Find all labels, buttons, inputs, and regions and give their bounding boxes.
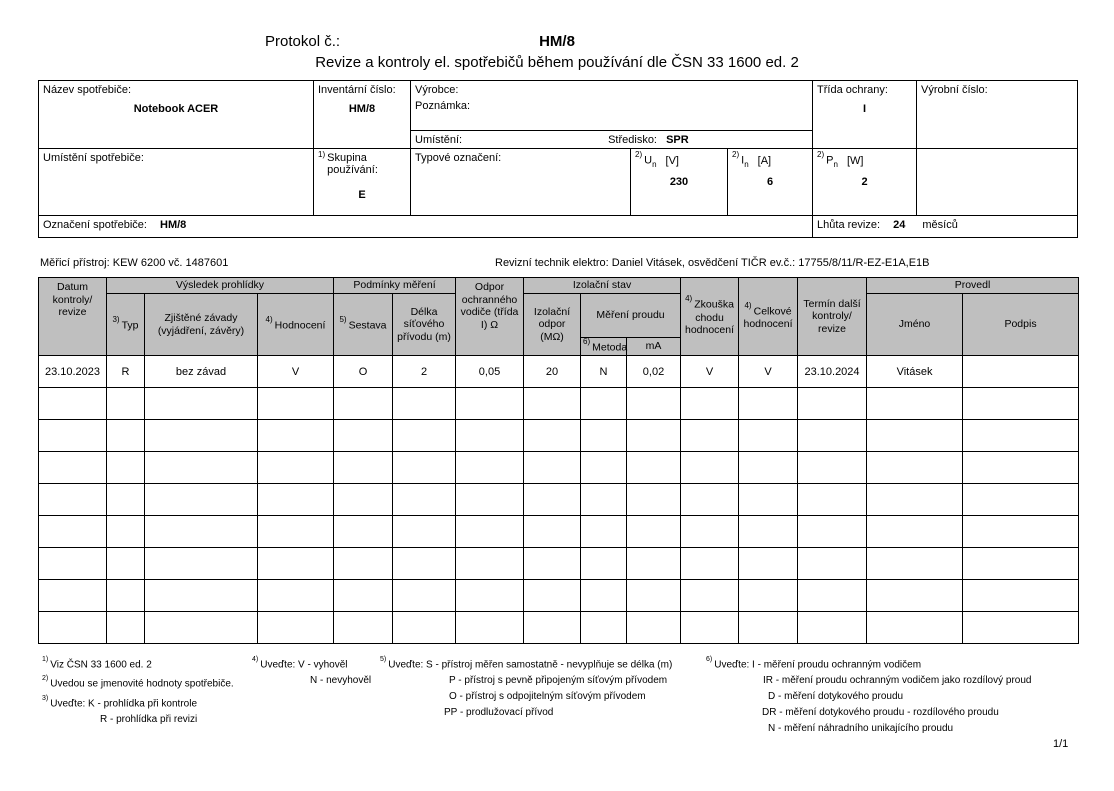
- empty-cell: [258, 580, 334, 612]
- empty-cell: [145, 484, 258, 516]
- footnote-marker: 3): [112, 315, 120, 324]
- main-table-body: [39, 356, 1079, 644]
- col-header-sestava: [334, 294, 393, 356]
- empty-cell: [581, 484, 627, 516]
- footnote-marker: 1): [318, 150, 326, 159]
- header-row-groups: [39, 278, 1079, 294]
- empty-cell: [258, 388, 334, 420]
- col-subgroup-mereni-proudu: Měření proudu: [581, 294, 681, 338]
- empty-cell: [393, 484, 456, 516]
- umisteni-row: [411, 130, 812, 148]
- typove-cell: [411, 149, 631, 216]
- empty-cell: [867, 612, 963, 644]
- col-header-datum: Datum kontroly/ revize: [39, 278, 107, 356]
- footnote-line: [252, 675, 377, 687]
- footnote-marker: 4): [744, 300, 752, 310]
- empty-cell: [867, 420, 963, 452]
- lhuta-value: 24: [893, 219, 906, 231]
- page-number: 1/1: [1053, 738, 1069, 750]
- empty-cell: [963, 484, 1079, 516]
- revision-technician: Revizní technik elektro: Daniel Vitásek, osvědčení TIČR ev.č.: 17755/8/11/R-EZ-E1A,E1B: [495, 257, 930, 269]
- empty-cell: [798, 580, 867, 612]
- un-value: 230: [669, 175, 689, 188]
- empty-cell: [334, 612, 393, 644]
- empty-cell: [456, 612, 524, 644]
- empty-cell: [627, 516, 681, 548]
- oznaceni-value: HM/8: [160, 219, 187, 231]
- empty-cell: [581, 612, 627, 644]
- empty-cell: [393, 388, 456, 420]
- empty-cell: [524, 516, 581, 548]
- table-row-empty: [39, 452, 1079, 484]
- footnote-marker: 4): [685, 294, 693, 304]
- empty-cell: [107, 452, 145, 484]
- cell-zkouska: V: [681, 356, 739, 388]
- empty-cell: [681, 484, 739, 516]
- footnote-text: Uvedou se jmenovité hodnoty spotřebiče.: [50, 678, 234, 690]
- empty-cell: [39, 516, 107, 548]
- footnote-line: [706, 675, 1091, 687]
- footnote-line: [380, 691, 705, 703]
- empty-cell: [524, 612, 581, 644]
- empty-cell: [107, 580, 145, 612]
- empty-cell: [581, 420, 627, 452]
- lhuta-unit: měsíců: [922, 219, 958, 231]
- table-row-empty: [39, 388, 1079, 420]
- footnote-marker: 3): [42, 694, 49, 702]
- empty-cell: [107, 484, 145, 516]
- footnote-line: [706, 691, 1091, 703]
- footnotes: [38, 656, 1094, 746]
- empty-cell: [334, 516, 393, 548]
- empty-cell: [798, 452, 867, 484]
- oznaceni-label: Označení spotřebiče:: [43, 219, 147, 231]
- footnote-line: [706, 656, 1091, 671]
- pn-label: [817, 152, 912, 169]
- footnote-text: D - měření dotykového proudu: [768, 691, 904, 703]
- col-group-izolacni: Izolační stav: [524, 278, 681, 294]
- col-header-celkove-label: Celkové hodnocení: [743, 305, 793, 330]
- empty-cell: [107, 388, 145, 420]
- empty-cell: [393, 516, 456, 548]
- un-label: [635, 152, 723, 169]
- empty-cell: [39, 612, 107, 644]
- table-row-empty: [39, 580, 1079, 612]
- col-header-metoda-label: Metoda: [592, 341, 628, 354]
- footnote-line: [252, 656, 377, 671]
- table-row-filled: [39, 356, 1079, 388]
- empty-cell: [963, 516, 1079, 548]
- info-row-2: [39, 149, 1078, 216]
- table-row-empty: [39, 420, 1079, 452]
- cell-datum: 23.10.2023: [39, 356, 107, 388]
- inventarni-label: Inventární číslo:: [318, 84, 396, 96]
- oznaceni-cell: [39, 216, 813, 238]
- table-row-empty: [39, 548, 1079, 580]
- empty-cell: [456, 452, 524, 484]
- empty-cell: [334, 420, 393, 452]
- inventarni-cell: [314, 81, 411, 149]
- lhuta-label: Lhůta revize:: [817, 219, 881, 231]
- empty-cell: [145, 388, 258, 420]
- empty-cell: [963, 548, 1079, 580]
- empty-cell: [739, 484, 798, 516]
- footnote-line: [42, 714, 252, 726]
- footnote-text: R - prohlídka při revizi: [100, 713, 198, 725]
- empty-cell: [681, 580, 739, 612]
- col-group-podminky: Podmínky měření: [334, 278, 456, 294]
- cell-izolacni-odpor: 20: [524, 356, 581, 388]
- empty-cell: [963, 388, 1079, 420]
- empty-cell: [393, 452, 456, 484]
- empty-cell: [627, 420, 681, 452]
- vyrobni-cell: [917, 81, 1078, 149]
- empty-cell: [627, 484, 681, 516]
- empty-cell: [334, 452, 393, 484]
- footnote-column-4: [706, 656, 1091, 739]
- trida-value: I: [863, 103, 867, 115]
- empty-cell: [627, 580, 681, 612]
- empty-cell: [798, 484, 867, 516]
- vyrobce-label: Výrobce:: [415, 84, 459, 96]
- vyrobce-cell: [411, 81, 813, 149]
- empty-cell: [963, 420, 1079, 452]
- cell-delka: 2: [393, 356, 456, 388]
- cell-typ: R: [107, 356, 145, 388]
- empty-cell: [581, 452, 627, 484]
- pn-cell: [813, 149, 917, 216]
- info-row-3: [39, 216, 1078, 238]
- empty-cell: [524, 484, 581, 516]
- un-cell: [631, 149, 728, 216]
- skupina-cell: [314, 149, 411, 216]
- in-value: 6: [766, 175, 774, 188]
- footnote-line: [42, 656, 252, 671]
- table-row-empty: [39, 612, 1079, 644]
- empty-cell: [524, 548, 581, 580]
- nazev-value: Notebook ACER: [133, 103, 219, 115]
- empty-cell: [627, 452, 681, 484]
- empty-cell: [107, 548, 145, 580]
- col-header-celkove: [739, 278, 798, 356]
- nazev-label: Název spotřebiče:: [43, 84, 132, 96]
- footnote-column-1: [42, 656, 252, 730]
- empty-cell: [145, 420, 258, 452]
- empty-cell: [334, 388, 393, 420]
- empty-cell: [393, 548, 456, 580]
- empty-cell: [258, 516, 334, 548]
- cell-sestava: O: [334, 356, 393, 388]
- stredisko-label: Středisko:: [608, 133, 657, 146]
- empty-cell: [524, 420, 581, 452]
- footnote-text: Uveďte: S - přístroj měřen samostatně - nevyplňuje se délka (m): [388, 659, 673, 671]
- col-group-provedl: Provedl: [867, 278, 1079, 294]
- inspection-table: [38, 277, 1079, 644]
- empty-cell: [145, 452, 258, 484]
- col-header-hodnoceni: [258, 294, 334, 356]
- footnote-marker: 5): [380, 656, 387, 663]
- empty-cell: [627, 548, 681, 580]
- col-header-zavady: Zjištěné závady (vyjádření, závěry): [145, 294, 258, 356]
- empty-cell: [739, 388, 798, 420]
- empty-cell: [524, 580, 581, 612]
- trida-cell: [813, 81, 917, 149]
- empty-cell: [107, 516, 145, 548]
- document-subtitle: Revize a kontroly el. spotřebičů během používání dle ČSN 33 1600 ed. 2: [315, 54, 799, 71]
- empty-cell: [393, 612, 456, 644]
- footnote-marker: 4): [265, 315, 273, 324]
- footnote-marker: 6): [706, 656, 713, 663]
- measuring-device: Měřicí přístroj: KEW 6200 vč. 1487601: [40, 257, 229, 269]
- empty-cell: [456, 580, 524, 612]
- empty-cell: [739, 516, 798, 548]
- info-line: [38, 257, 1078, 272]
- lhuta-cell: [813, 216, 1078, 238]
- empty-cell: [334, 484, 393, 516]
- empty-cell: [456, 548, 524, 580]
- skupina-label: Skupina používání:: [327, 152, 378, 176]
- cell-metoda: N: [581, 356, 627, 388]
- title-line: [0, 33, 1114, 52]
- vyrobce-top: [411, 81, 812, 130]
- footnote-text: Uveďte: K - prohlídka při kontrole: [50, 697, 198, 709]
- empty-cell: [145, 548, 258, 580]
- empty-cell: [393, 580, 456, 612]
- umisteni-spotrebice-cell: [39, 149, 314, 216]
- cell-celkove: V: [739, 356, 798, 388]
- empty-cell: [963, 612, 1079, 644]
- vyrobni-label: Výrobní číslo:: [921, 84, 988, 96]
- cell-zavady: bez závad: [145, 356, 258, 388]
- empty-cell: [524, 388, 581, 420]
- empty-cell: [739, 420, 798, 452]
- cell-hodnoceni: V: [258, 356, 334, 388]
- empty-cell: [867, 548, 963, 580]
- empty-cell: [334, 548, 393, 580]
- pn-subscript: n: [833, 159, 838, 169]
- pn-symbol: P: [826, 154, 834, 167]
- footnote-text: Viz ČSN 33 1600 ed. 2: [50, 659, 152, 671]
- un-unit: [V]: [665, 154, 679, 167]
- protocol-number: HM/8: [539, 33, 575, 50]
- col-header-hodnoceni-label: Hodnocení: [274, 319, 326, 332]
- footnote-column-2: [252, 656, 377, 691]
- footnote-line: [706, 723, 1091, 735]
- empty-cell: [681, 612, 739, 644]
- footnote-marker: 1): [42, 656, 49, 663]
- cell-termin: 23.10.2024: [798, 356, 867, 388]
- footnote-column-3: [380, 656, 705, 723]
- empty-cell: [145, 516, 258, 548]
- empty-cell: [581, 580, 627, 612]
- empty-cell: [39, 484, 107, 516]
- umisteni-spotrebice-label: Umístění spotřebiče:: [43, 152, 144, 164]
- empty-cell: [798, 612, 867, 644]
- footnote-marker: 2): [817, 150, 825, 159]
- empty-cell: [456, 388, 524, 420]
- footnote-marker: 2): [635, 150, 643, 159]
- col-header-ma: mA: [627, 338, 681, 356]
- appliance-info-table: [38, 80, 1078, 238]
- footnote-marker: 5): [339, 315, 347, 324]
- un-symbol: U: [644, 154, 653, 167]
- poznamka-label: Poznámka:: [415, 100, 471, 112]
- empty-cell: [798, 420, 867, 452]
- col-group-vysledek: Výsledek prohlídky: [107, 278, 334, 294]
- empty-info-cell: [917, 149, 1078, 216]
- col-header-typ: [107, 294, 145, 356]
- col-header-sestava-label: Sestava: [348, 319, 387, 332]
- stredisko: [608, 134, 689, 146]
- pn-unit: [W]: [846, 154, 864, 167]
- in-symbol: I: [741, 154, 745, 167]
- cell-jmeno: Vitásek: [867, 356, 963, 388]
- footnote-line: [42, 675, 252, 690]
- empty-cell: [867, 484, 963, 516]
- footnote-text: N - měření náhradního unikajícího proudu: [768, 723, 954, 735]
- empty-cell: [107, 612, 145, 644]
- empty-cell: [145, 612, 258, 644]
- col-header-jmeno: Jméno: [867, 294, 963, 356]
- in-cell: [728, 149, 813, 216]
- empty-cell: [39, 580, 107, 612]
- col-header-metoda: [581, 338, 627, 356]
- empty-cell: [145, 580, 258, 612]
- in-label: [732, 152, 808, 169]
- col-header-podpis: Podpis: [963, 294, 1079, 356]
- empty-cell: [39, 548, 107, 580]
- cell-odpor: 0,05: [456, 356, 524, 388]
- empty-cell: [581, 516, 627, 548]
- in-subscript: n: [744, 159, 749, 169]
- empty-cell: [798, 548, 867, 580]
- empty-cell: [681, 516, 739, 548]
- col-header-termin: Termín další kontroly/ revize: [798, 278, 867, 356]
- trida-label: Třída ochrany:: [817, 84, 888, 96]
- empty-cell: [867, 516, 963, 548]
- footnote-marker: 4): [252, 656, 259, 663]
- footnote-text: Uveďte: V - vyhověl: [260, 659, 348, 671]
- typove-label: Typové označení:: [415, 152, 502, 164]
- empty-cell: [963, 580, 1079, 612]
- empty-cell: [739, 452, 798, 484]
- empty-cell: [39, 420, 107, 452]
- footnote-line: [380, 707, 705, 719]
- col-header-zkouska: [681, 278, 739, 356]
- stredisko-value: SPR: [666, 133, 689, 146]
- table-row-empty: [39, 516, 1079, 548]
- umisteni-label: Umístění:: [415, 133, 463, 146]
- empty-cell: [456, 516, 524, 548]
- footnote-marker: 2): [42, 675, 49, 683]
- un-subscript: n: [652, 159, 657, 169]
- empty-cell: [627, 612, 681, 644]
- empty-cell: [524, 452, 581, 484]
- footnote-text: Uveďte: I - měření proudu ochranným vodičem: [714, 659, 922, 671]
- empty-cell: [258, 420, 334, 452]
- empty-cell: [798, 388, 867, 420]
- cell-podpis: [963, 356, 1079, 388]
- empty-cell: [258, 612, 334, 644]
- empty-cell: [798, 516, 867, 548]
- empty-cell: [867, 388, 963, 420]
- footnote-text: PP - prodlužovací přívod: [444, 707, 554, 719]
- table-row-empty: [39, 484, 1079, 516]
- header-row-sub: [39, 294, 1079, 338]
- empty-cell: [107, 420, 145, 452]
- footnote-text: N - nevyhověl: [310, 675, 372, 687]
- in-unit: [A]: [757, 154, 772, 167]
- col-header-odpor: Odpor ochranného vodiče (třída I) Ω: [456, 278, 524, 356]
- empty-cell: [39, 388, 107, 420]
- empty-cell: [681, 548, 739, 580]
- info-row-1: [39, 81, 1078, 149]
- footnote-marker: 2): [732, 150, 740, 159]
- empty-cell: [739, 580, 798, 612]
- empty-cell: [963, 452, 1079, 484]
- nazev-cell: [39, 81, 314, 149]
- inspection-table-head: [39, 278, 1079, 356]
- empty-cell: [393, 420, 456, 452]
- empty-cell: [739, 548, 798, 580]
- empty-cell: [867, 580, 963, 612]
- empty-cell: [258, 484, 334, 516]
- inventarni-value: HM/8: [348, 103, 376, 115]
- protocol-label: Protokol č.:: [265, 33, 341, 50]
- empty-cell: [581, 548, 627, 580]
- empty-cell: [681, 420, 739, 452]
- footnote-text: O - přístroj s odpojitelným síťovým přívodem: [449, 691, 646, 703]
- empty-cell: [739, 612, 798, 644]
- empty-cell: [258, 548, 334, 580]
- skupina-value: E: [358, 189, 366, 201]
- empty-cell: [867, 452, 963, 484]
- empty-cell: [456, 484, 524, 516]
- empty-cell: [581, 388, 627, 420]
- footnote-text: P - přístroj s pevně připojeným síťovým přívodem: [449, 675, 668, 687]
- empty-cell: [258, 452, 334, 484]
- empty-cell: [39, 452, 107, 484]
- footnote-line: [42, 695, 252, 710]
- footnote-text: DR - měření dotykového proudu - rozdílového proudu: [762, 707, 999, 719]
- empty-cell: [681, 388, 739, 420]
- footnote-marker: 6): [583, 337, 591, 346]
- empty-cell: [681, 452, 739, 484]
- empty-cell: [456, 420, 524, 452]
- footnote-line: [380, 675, 705, 687]
- col-header-zkouska-label: Zkouška chodu hodnocení: [684, 298, 735, 337]
- footnote-text: IR - měření proudu ochranným vodičem jako rozdílový proud: [763, 675, 1032, 687]
- title-block: [0, 33, 1114, 71]
- cell-ma: 0,02: [627, 356, 681, 388]
- skupina-label-wrap: [318, 152, 406, 176]
- col-header-typ-label: Typ: [121, 319, 139, 332]
- empty-cell: [334, 580, 393, 612]
- footnote-line: [380, 656, 705, 671]
- empty-cell: [627, 388, 681, 420]
- col-header-delka: Délka síťového přívodu (m): [393, 294, 456, 356]
- col-header-izolacni-odpor: Izolační odpor (MΩ): [524, 294, 581, 356]
- footnote-line: [706, 707, 1091, 719]
- pn-value: 2: [861, 175, 868, 188]
